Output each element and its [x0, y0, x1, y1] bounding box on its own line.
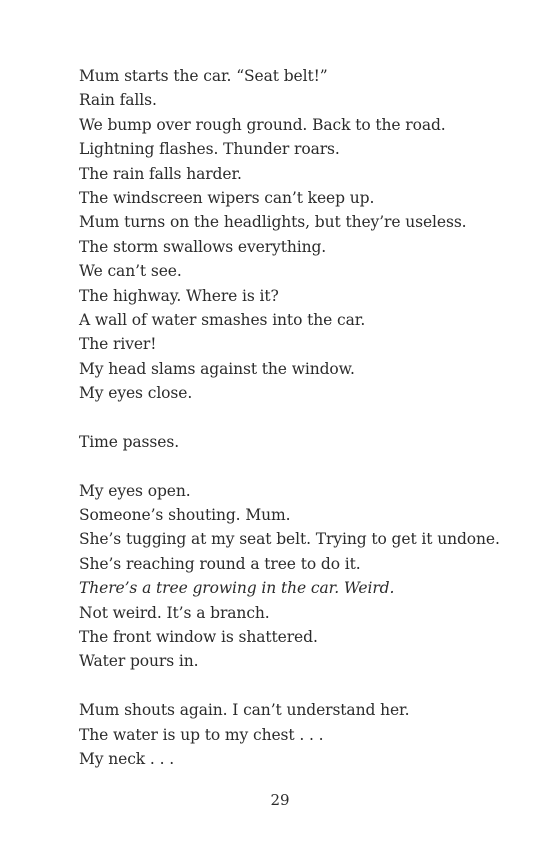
text-line: Not weird. It’s a branch. — [79, 603, 270, 622]
text-line: A wall of water smashes into the car. — [79, 310, 366, 329]
text-line: We bump over rough ground. Back to the road. — [79, 115, 446, 134]
text-line: My head slams against the window. — [79, 359, 355, 378]
text-line: Water pours in. — [79, 652, 199, 671]
page-number: 29 — [270, 791, 290, 809]
text-line: My neck . . . — [79, 749, 175, 768]
book-page-text — [79, 64, 519, 771]
text-line: Time passes. — [79, 432, 180, 451]
text-line: The water is up to my chest . . . — [79, 725, 324, 744]
text-line: My eyes close. — [79, 384, 193, 403]
text-line: My eyes open. — [79, 481, 191, 500]
text-line: The highway. Where is it? — [79, 286, 279, 305]
text-line: The front window is shattered. — [79, 627, 318, 646]
text-line: The windscreen wipers can’t keep up. — [79, 188, 375, 207]
text-line: She’s tugging at my seat belt. Trying to get it undone. — [79, 530, 500, 549]
text-line: Mum starts the car. “Seat belt!” — [79, 67, 328, 85]
text-line: She’s reaching round a tree to do it. — [79, 554, 361, 573]
text-line: Mum turns on the headlights, but they’re useless. — [79, 213, 467, 232]
text-line: The rain falls harder. — [79, 164, 242, 183]
text-line: Mum shouts again. I can’t understand her. — [79, 701, 410, 720]
text-line: Someone’s shouting. Mum. — [79, 506, 291, 525]
text-line: There’s a tree growing in the car. Weird. — [79, 579, 395, 598]
stanza-break — [79, 674, 519, 698]
text-line: Lightning flashes. Thunder roars. — [79, 140, 340, 159]
stanza-break — [79, 454, 519, 478]
text-line: We can’t see. — [79, 262, 182, 281]
stanza-break — [79, 405, 519, 429]
text-line: The storm swallows everything. — [79, 237, 327, 256]
text-line: The river! — [79, 335, 157, 354]
text-line: Rain falls. — [79, 91, 157, 110]
